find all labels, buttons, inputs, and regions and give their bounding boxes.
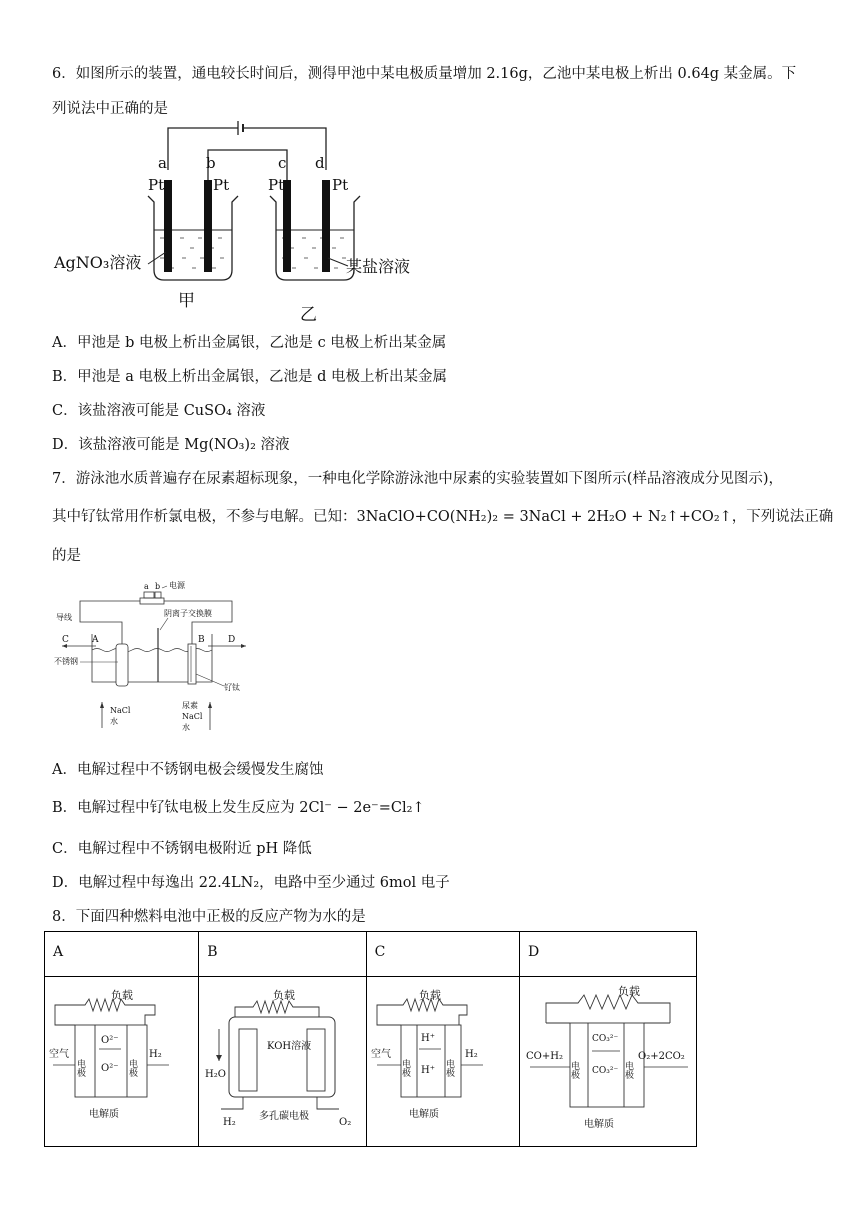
pt-label-b: Pt (213, 176, 230, 194)
option-b-cell (199, 977, 366, 1147)
electrode-c-left: 电极 (399, 1059, 410, 1077)
q6-option-a: A．甲池是 b 电极上析出金属银，乙池是 c 电极上析出某金属 (52, 335, 447, 351)
agno3-solution-label: AgNO₃溶液 (54, 253, 142, 272)
fuel-cell-c-diagram (367, 977, 519, 1145)
input-air-a: 空气 (49, 1049, 69, 1060)
ion-d2: CO₃²⁻ (592, 1066, 619, 1076)
input-h2-b: H₂ (223, 1117, 236, 1128)
ion-d1: CO₃²⁻ (592, 1034, 619, 1044)
stainless-label: 不锈钢 (54, 657, 78, 666)
option-d-cell (520, 977, 697, 1147)
ion-a2: O²⁻ (101, 1063, 119, 1074)
input-h2-a: H₂ (149, 1049, 162, 1060)
q6-option-b: B．甲池是 a 电极上析出金属银，乙池是 d 电极上析出某金属 (52, 369, 448, 385)
cell-jia-label: 甲 (178, 291, 195, 311)
q7-stem-line1: 7．游泳池水质普遍存在尿素超标现象，一种电化学除游泳池中尿素的实验装置如下图所示(样品溶液成分见图示)， (52, 471, 784, 487)
electrode-c-right: 电极 (443, 1059, 454, 1077)
membrane-label: 阴离子交换膜 (164, 609, 212, 618)
inlet-right-nacl: NaCl (182, 712, 203, 721)
load-label-a: 负载 (111, 989, 133, 1002)
porous-carbon-label: 多孔碳电极 (259, 1111, 310, 1122)
electrode-a-right: 电极 (127, 1059, 137, 1077)
q8-stem: 8．下面四种燃料电池中正极的反应产物为水的是 (52, 909, 366, 925)
q7-urea-electrolysis-diagram (52, 578, 262, 750)
input-co-h2-d: CO+H₂ (526, 1051, 563, 1062)
ruthenium-label: 钌钛 (224, 683, 240, 692)
load-label-c: 负载 (418, 989, 441, 1002)
electrolyte-a: 电解质 (89, 1109, 119, 1120)
inlet-right-water: 水 (182, 723, 190, 732)
inlet-right-urea: 尿素 (182, 701, 198, 710)
header-a: A (45, 932, 199, 977)
electrolyte-c: 电解质 (408, 1109, 439, 1120)
electrolyte-d: 电解质 (584, 1119, 614, 1130)
q6-option-c: C．该盐溶液可能是 CuSO₄ 溶液 (52, 403, 266, 419)
power-label: 电源 (169, 581, 185, 590)
input-air-c: 空气 (370, 1049, 391, 1060)
q6-electrolysis-diagram (50, 118, 450, 326)
electrode-a-left: 电极 (75, 1059, 85, 1077)
electrode-d-label: d (315, 154, 325, 172)
salt-solution-label: 某盐溶液 (346, 257, 411, 276)
option-a-cell (45, 977, 199, 1147)
electrode-d-right: 电极 (623, 1061, 633, 1079)
load-label-b: 负载 (273, 989, 296, 1002)
ion-c2: H⁺ (420, 1065, 435, 1076)
electrode-d-left: 电极 (569, 1061, 579, 1079)
q7-option-a: A．电解过程中不锈钢电极会缓慢发生腐蚀 (52, 762, 324, 778)
fuel-cell-b-diagram (199, 977, 365, 1145)
q7-option-c: C．电解过程中不锈钢电极附近 pH 降低 (52, 841, 312, 857)
pt-label-c: Pt (268, 176, 285, 194)
q7-option-b: B．电解过程中钌钛电极上发生反应为 2Cl⁻ − 2e⁻=Cl₂↑ (52, 800, 425, 816)
ion-a1: O²⁻ (101, 1035, 119, 1046)
electrode-a-label: a (158, 154, 167, 172)
input-h2-c: H₂ (464, 1049, 478, 1060)
header-c: C (366, 932, 519, 977)
q7-stem-line2: 其中钌钛常用作析氯电极，不参与电解。已知：3NaClO+CO(NH₂)₂ = 3NaCl + 2H₂O + N₂↑+CO₂↑，下列说法正确 (52, 509, 834, 525)
fuel-cell-a-diagram (45, 977, 197, 1145)
electrode-b-label: b (206, 154, 216, 172)
ion-c1: H⁺ (420, 1033, 435, 1044)
koh-label: KOH溶液 (267, 1041, 312, 1052)
q6-stem-line1: 6．如图所示的装置，通电较长时间后，测得甲池中某电极质量增加 2.16g，乙池中某电极上析出 0.64g 某金属。下 (52, 66, 797, 82)
q6-option-d: D．该盐溶液可能是 Mg(NO₃)₂ 溶液 (52, 437, 290, 453)
inlet-left-water: 水 (110, 717, 118, 726)
output-h2o-b: H₂O (205, 1069, 227, 1080)
load-label-d: 负载 (618, 985, 640, 998)
q7-option-d: D．电解过程中每逸出 22.4LN₂，电路中至少通过 6mol 电子 (52, 875, 450, 891)
electrode-c-label: c (278, 154, 287, 172)
label-d: D (228, 635, 236, 645)
label-c: C (62, 635, 69, 645)
inlet-left-nacl: NaCl (110, 706, 131, 715)
cell-yi-label: 乙 (300, 305, 317, 325)
q8-options-table (44, 931, 697, 1147)
input-o2-b: O₂ (339, 1117, 352, 1128)
wire-label: 导线 (56, 613, 72, 622)
q6-stem-line2: 列说法中正确的是 (52, 101, 168, 117)
q7-stem-line3: 的是 (52, 548, 81, 564)
label-a: A (92, 635, 99, 645)
terminal-a-label: a (144, 582, 149, 591)
terminal-b-label: b (155, 582, 161, 591)
header-b: B (199, 932, 366, 977)
option-c-cell (366, 977, 519, 1147)
label-b: B (198, 635, 205, 645)
header-d: D (520, 932, 697, 977)
input-o2-co2-d: O₂+2CO₂ (638, 1051, 685, 1062)
pt-label-a: Pt (148, 176, 165, 194)
fuel-cell-d-diagram (520, 977, 696, 1145)
pt-label-d: Pt (332, 176, 349, 194)
